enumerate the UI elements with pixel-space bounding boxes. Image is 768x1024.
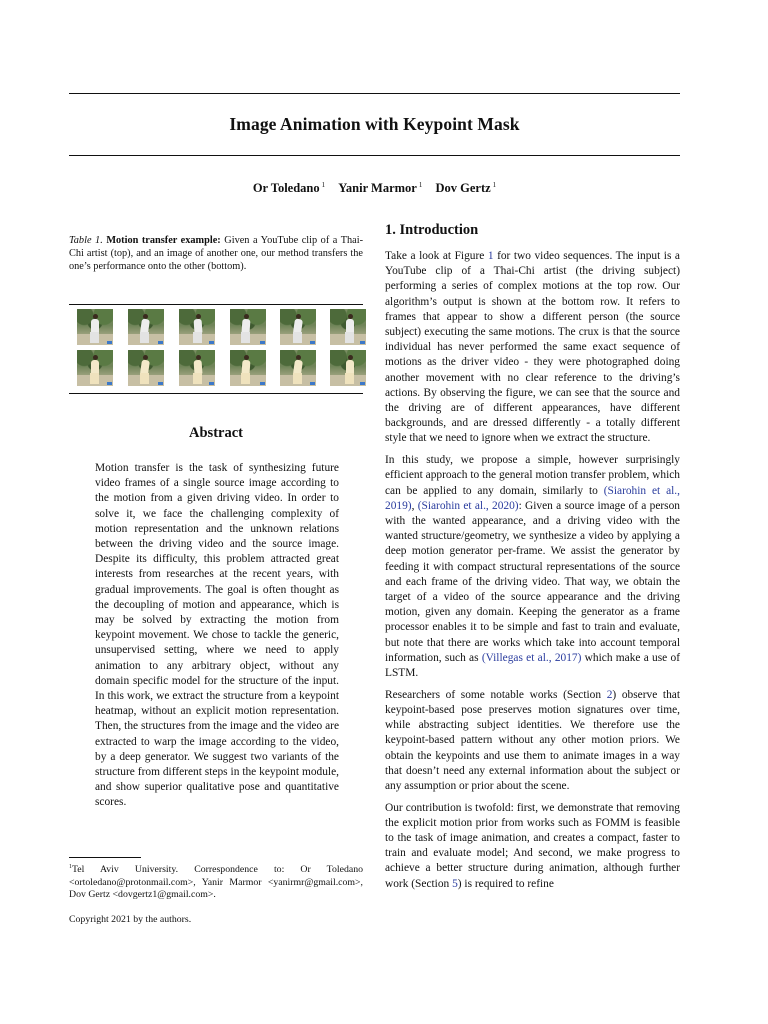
- driving-frame: [230, 309, 266, 345]
- section-ref-link[interactable]: 2: [606, 688, 613, 701]
- citation-link[interactable]: (Villegas et al., 2017): [481, 651, 582, 664]
- copyright-notice: Copyright 2021 by the authors.: [69, 914, 192, 925]
- author-2: [338, 181, 422, 195]
- caption-label: Table 1.: [69, 235, 103, 246]
- text-run: : Given a source image of a person with the wanted appearance, and a driving video with the wanted structure/geometry, we synthesize a video by applying a deep motion generator per-frame. We assist the generator by feeding it with compact structural representations of the source and each frame of the driving video. That way, we obtain the target of a video of the source appearance and the driving motion, given any domain. Keeping the generator as a frame processor enables it to be simple and fast to train and evaluate, but note that there are works which take into account temporal information, such as: [385, 499, 680, 664]
- affiliation-mark: 1: [321, 181, 326, 189]
- intro-paragraph-2: [385, 453, 680, 681]
- text-run: Take a look at Figure: [385, 250, 488, 262]
- caption-title: Motion transfer example:: [106, 235, 221, 246]
- affiliation-mark: 1: [492, 181, 497, 189]
- section-ref-link[interactable]: 5: [452, 877, 458, 890]
- title-rule-bottom: [69, 155, 680, 156]
- animated-frame: [179, 350, 215, 386]
- text-run: ,: [411, 499, 418, 512]
- author-name: Or Toledano: [252, 181, 320, 195]
- text-run: In this study, we propose a simple, however surprisingly efficient approach to the general motion transfer problem, which can be applied to any domain, similarly to: [385, 454, 680, 497]
- footnote-text: Tel Aviv University. Correspondence to: Or Toledano <ortoledano@protonmail.com>, Yanir Marmor <yanirmr@gmail.com>, Dov Gertz <dovgertz1@gmail.com>.: [69, 864, 363, 901]
- author-1: [253, 181, 325, 195]
- affiliation-mark: 1: [418, 181, 423, 189]
- animated-frame: [280, 350, 316, 386]
- affiliation-footnote: [69, 861, 363, 902]
- section-heading-introduction: 1. Introduction: [385, 222, 479, 238]
- table-caption: [69, 234, 363, 273]
- text-run: ) is required to refine: [457, 877, 554, 890]
- author-name: Yanir Marmor: [338, 181, 417, 195]
- text-run: Our contribution is twofold: first, we demonstrate that removing the explicit motion prior from works such as FOMM is feasible to the task of image animation, and creates a compact, faster to train and evaluate model; And second, we make progress to achieve a better structure during animation, although further work (Section: [385, 801, 680, 890]
- title-rule-top: [69, 93, 680, 94]
- abstract-heading: Abstract: [189, 425, 243, 441]
- animated-frame: [128, 350, 164, 386]
- introduction-body: [385, 249, 680, 898]
- intro-paragraph-1: [385, 249, 680, 447]
- citation-link[interactable]: (Siarohin et al., 2020): [417, 499, 519, 512]
- abstract-text: Motion transfer is the task of synthesizing future video frames of a single source image according to the motion from a given driving video. In order to solve it, we face the challenging complexity of motion representation and the unknown relations between the driving video and the source image. Despite its difficulty, this problem attracted great interests from researches at the recent years, with gradual improvements. The goal is often thought as the decoupling of motion and appearance, which is may be solved by extracting the motion from keypoint movement. We chose to tackle the generic, unsupervised setting, where we need to apply animation to any arbitrary object, without any domain specific model for the structure of the input. In this work, we extract the structure from a keypoint heatmap, without an explicit motion representation. Then, the structures from the image and the video are extracted to warp the image according to the video, by a deep generator. We suggest two variants of the structure from different steps in the keypoint module, and show superior qualitative pose and quantitative scores.: [95, 462, 339, 809]
- text-run: for two video sequences. The input is a YouTube clip of a Thai-Chi artist (the driving subject) performing a series of complex motions at the top row. Our algorithm’s output is shown at the bottom row. It refers to frames that appear to show a different person (the source subject) executing the same motions. The crux is that the source individual has never performed the same exact sequence of motions as the driver video - they were photographed doing another movement with no clear reference to the driving’s actions. By observing the figure, we can see that the source and the driving are of different appearances, have different backgrounds, and are dressed differently - a totally different style that we need to ignore when we extract the structure.: [385, 250, 680, 445]
- figure-ref-link[interactable]: 1: [487, 250, 494, 262]
- author-list: [69, 181, 680, 196]
- author-name: Dov Gertz: [435, 181, 491, 195]
- footnote-mark: 1: [69, 864, 72, 870]
- driving-frame: [179, 309, 215, 345]
- driving-frame: [280, 309, 316, 345]
- figure-rule-bottom: [69, 393, 363, 394]
- citation-link[interactable]: (Siarohin et al., 2019): [385, 484, 680, 512]
- footnote-rule: [69, 857, 141, 858]
- author-3: [435, 181, 496, 195]
- figure-rule-top: [69, 304, 363, 305]
- caption-text: Given a YouTube clip of a Thai-Chi artist (top), and an image of another one, our method transfers the one’s performance onto the other (bottom).: [69, 235, 364, 272]
- animated-frame: [230, 350, 266, 386]
- driving-frame: [330, 309, 366, 345]
- text-run: ) observe that keypoint-based pose preserves motion signatures over time, while abstracting subject identities. We therefore use the keypoint-based pattern without any other motion priors. We obtain the keypoints and use them to animate images in a way that doesn’t need any external information about the subject or any assumption or prior about the scene.: [385, 688, 680, 792]
- animated-frame: [77, 350, 113, 386]
- animated-frame: [330, 350, 366, 386]
- driving-frame: [128, 309, 164, 345]
- paper-title: Image Animation with Keypoint Mask: [229, 114, 520, 134]
- intro-paragraph-4: [385, 801, 680, 892]
- text-run: Researchers of some notable works (Section: [385, 688, 607, 701]
- driving-frame: [77, 309, 113, 345]
- intro-paragraph-3: [385, 688, 680, 794]
- text-run: which make a use of LSTM.: [385, 651, 680, 679]
